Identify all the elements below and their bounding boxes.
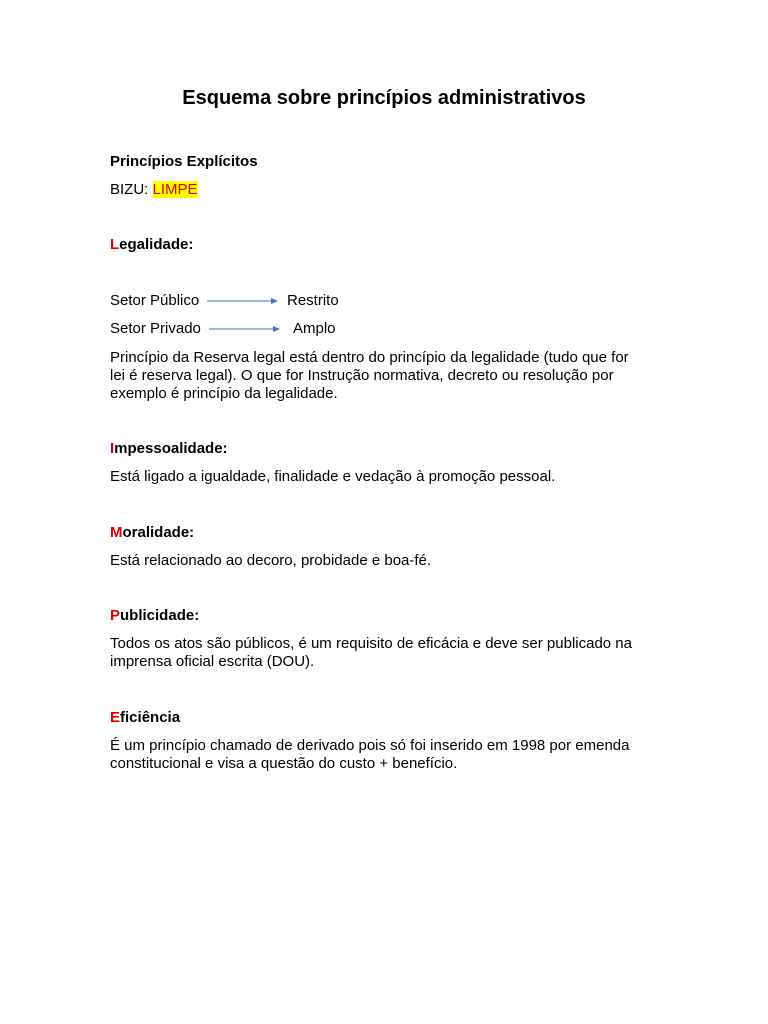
publicidade-initial: P bbox=[110, 607, 121, 624]
paragraph-line: Princípio da Reserva legal está dentro do princípio da legalidade (tudo que for bbox=[110, 349, 629, 366]
section-heading: Princípios Explícitos bbox=[110, 153, 258, 170]
paragraph-line: É um princípio chamado de derivado pois só foi inserido em 1998 por emenda bbox=[110, 737, 630, 754]
impessoalidade-initial: I bbox=[110, 440, 115, 457]
legalidade-paragraph bbox=[110, 349, 670, 403]
mapping-right-amplo: Amplo bbox=[293, 320, 336, 337]
mapping-left-privado: Setor Privado bbox=[110, 320, 201, 337]
document-title: Esquema sobre princípios administrativos bbox=[182, 87, 586, 109]
arrow-publico bbox=[207, 296, 279, 306]
publicidade-paragraph bbox=[110, 635, 670, 671]
paragraph-line: constitucional e visa a questão do custo + benefício. bbox=[110, 755, 458, 772]
eficiencia-heading bbox=[110, 709, 180, 727]
eficiencia-paragraph bbox=[110, 737, 670, 773]
bizu-line bbox=[110, 181, 198, 199]
mapping-left-publico: Setor Público bbox=[110, 292, 200, 309]
moralidade-heading bbox=[110, 524, 194, 542]
paragraph-line: Todos os atos são públicos, é um requisito de eficácia e deve ser publicado na bbox=[110, 635, 632, 652]
publicidade-heading bbox=[110, 607, 199, 625]
impessoalidade-text: Está ligado a igualdade, finalidade e vedação à promoção pessoal. bbox=[110, 468, 556, 485]
impessoalidade-heading bbox=[110, 440, 228, 458]
bizu-acronym: LIMPE bbox=[152, 181, 198, 198]
impessoalidade-heading-rest: mpessoalidade: bbox=[114, 440, 228, 457]
mapping-right-restrito: Restrito bbox=[287, 292, 339, 309]
arrow-privado bbox=[209, 324, 281, 334]
moralidade-initial: M bbox=[110, 524, 123, 541]
eficiencia-initial: E bbox=[110, 709, 121, 726]
arrow-right-icon bbox=[209, 324, 281, 334]
paragraph-line: exemplo é princípio da legalidade. bbox=[110, 385, 338, 402]
arrow-right-icon bbox=[207, 296, 279, 306]
paragraph-line: lei é reserva legal). O que for Instrução normativa, decreto ou resolução por bbox=[110, 367, 614, 384]
legalidade-initial: L bbox=[110, 236, 120, 253]
publicidade-heading-rest: ublicidade: bbox=[120, 607, 200, 624]
paragraph-line: imprensa oficial escrita (DOU). bbox=[110, 653, 315, 670]
bizu-label: BIZU: bbox=[110, 181, 153, 198]
moralidade-heading-rest: oralidade: bbox=[122, 524, 195, 541]
eficiencia-heading-rest: ficiência bbox=[120, 709, 181, 726]
legalidade-heading-rest: egalidade: bbox=[119, 236, 194, 253]
legalidade-heading bbox=[110, 236, 193, 254]
moralidade-text: Está relacionado ao decoro, probidade e boa-fé. bbox=[110, 552, 432, 569]
